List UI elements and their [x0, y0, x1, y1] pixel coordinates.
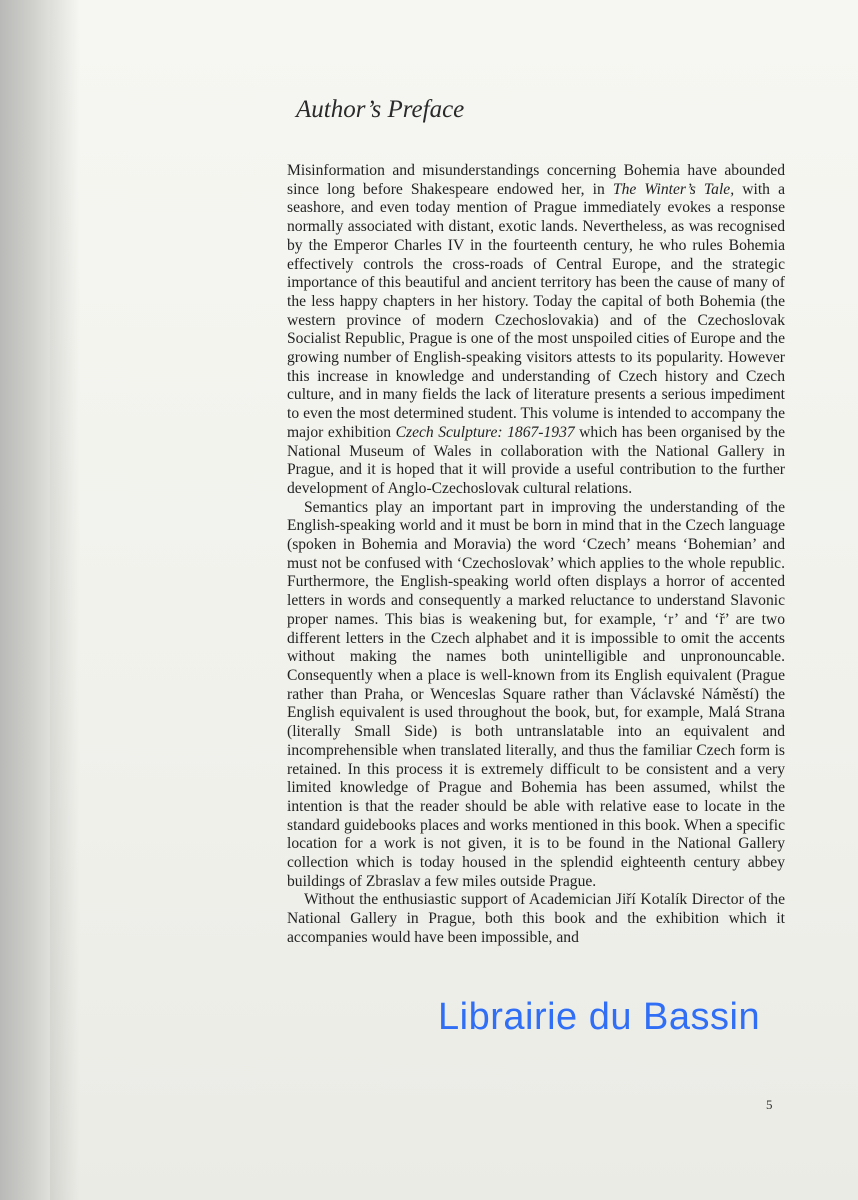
paragraph-1-part-1: Misinformation and misunderstandings concerning Bohemia have abounded since long before Shakespeare endowed her, in [287, 162, 785, 198]
paragraph-3: Without the enthusiastic support of Academician Jiří Kotalík Director of the National Gallery in Prague, both this book and the exhibition which it accompanies would have been impossible, and [287, 891, 785, 946]
watermark: Librairie du Bassin [438, 996, 761, 1038]
play-title: The Winter’s Tale, [612, 180, 735, 198]
paragraph-1-part-3: which has been organised by the National Museum of Wales in collaboration with the National Gallery in Prague, and it is hoped that it will provide a useful contribution to the further development of Anglo-Czechoslovak cultural relations. [287, 423, 785, 497]
page-title: Author’s Preface [296, 96, 465, 123]
page-number: 5 [766, 1097, 773, 1112]
page-gutter-shadow [50, 0, 80, 1200]
paragraph-2: Semantics play an important part in improving the understanding of the English-speaking world and it must be born in mind that in the Czech language (spoken in Bohemia and Moravia) the word ‘Czech’ means ‘Bohemian’ and must not be confused with ‘Czechoslovak’ which applies to the whole republic. Furthermore, the English-speaking world often displays a horror of accented letters in words and consequently a marked reluctance to understand Slavonic proper names. This bias is weakening but, for example, ‘r’ and ‘ř’ are two different letters in the Czech alphabet and it is impossible to omit the accents without making the names both unintelligible and unpronouncable. Consequently when a place is well-known from its English equivalent (Prague rather than Praha, or Wenceslas Square rather than Václavské Náměstí) the English equivalent is used throughout the book, but, for example, Malá Strana (literally Small Side) is both untranslatable into an equivalent and incomprehensible when translated literally, and thus the familiar Czech form is retained. In this process it is extremely difficult to be consistent and a very limited knowledge of Prague and Bohemia has been assumed, whilst the intention is that the reader should be able with relative ease to locate in the standard guidebooks places and works mentioned in this book. When a specific location for a work is not given, it is to be found in the National Gallery collection which is today housed in the splendid eighteenth century abbey buildings of Zbraslav a few miles outside Prague. [287, 498, 785, 890]
body-text [287, 162, 785, 948]
paragraph-1 [287, 162, 785, 499]
paragraph-1-part-2: with a seashore, and even today mention of Prague immediately evokes a response normally associated with distant, exotic lands. Nevertheless, as was recognised by the Emperor Charles IV in the fourteenth century, he who rules Bohemia effectively controls the cross-roads of Central Europe, and the strategic importance of this beautiful and ancient territory has been the cause of many of the less happy chapters in her history. Today the capital of both Bohemia (the western province of modern Czechoslovakia) and of the Czechoslovak Socialist Republic, Prague is one of the most unspoiled cities of Europe and the growing number of English-speaking visitors attests to its popularity. However this increase in knowledge and understanding of Czech history and Czech culture, and in many fields the lack of literature presents a serious impediment to even the most determined student. This volume is intended to accompany the major exhibition [287, 180, 785, 441]
exhibition-title: Czech Sculpture: 1867-1937 [395, 423, 575, 441]
